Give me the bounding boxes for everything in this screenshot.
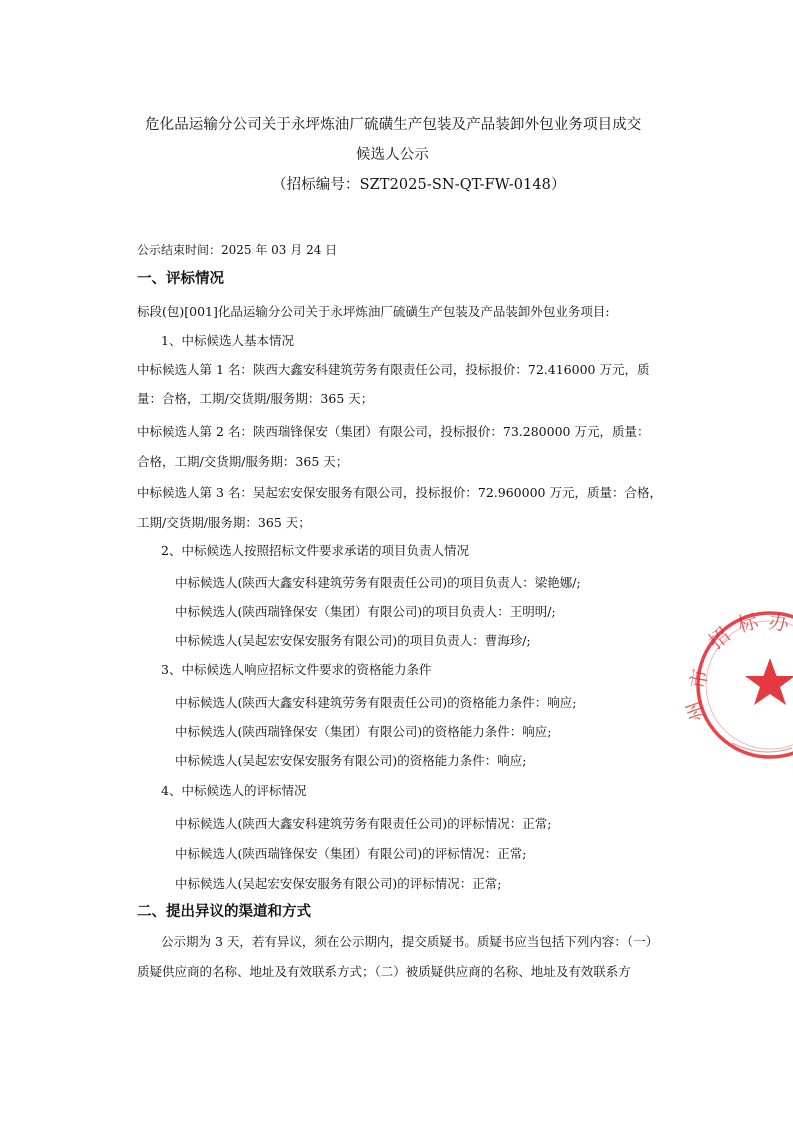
- project-manager-item: 中标候选人(吴起宏安保安服务有限公司)的项目负责人：曹海珍/;: [175, 633, 531, 648]
- svg-text:招: 招: [703, 622, 735, 654]
- objection-paragraph-line1: 公示期为 3 天，若有异议，须在公示期内，提交质疑书。质疑书应当包括下列内容：（一）: [161, 934, 659, 949]
- svg-text:州: 州: [681, 697, 711, 725]
- candidate3-line1: 中标候选人第 3 名：吴起宏安保安服务有限公司，投标报价：72.960000 万元，质量：合格，: [137, 485, 662, 500]
- sub2-heading: 2、中标候选人按照招标文件要求承诺的项目负责人情况: [161, 543, 469, 558]
- svg-text:市: 市: [685, 667, 713, 691]
- announcement-end-time: 公示结束时间：2025 年 03 月 24 日: [137, 243, 338, 257]
- lot-description: 标段(包)[001]化品运输分公司关于永坪炼油厂硫磺生产包装及产品装卸外包业务项目:: [137, 304, 610, 319]
- sub3-heading: 3、中标候选人响应招标文件要求的资格能力条件: [161, 662, 432, 677]
- evaluation-item: 中标候选人(吴起宏安保安服务有限公司)的评标情况：正常;: [175, 876, 502, 891]
- candidate2-line2: 合格，工期/交货期/服务期：365 天；: [137, 454, 349, 469]
- official-seal: [681, 608, 793, 762]
- candidate1-line1: 中标候选人第 1 名：陕西大鑫安科建筑劳务有限责任公司，投标报价：72.416000 万元，质: [137, 362, 650, 377]
- candidate1-line2: 量：合格，工期/交货期/服务期：365 天；: [137, 391, 374, 406]
- section1-heading: 一、评标情况: [137, 271, 224, 287]
- project-manager-item: 中标候选人(陕西大鑫安科建筑劳务有限责任公司)的项目负责人：梁艳娜/;: [175, 575, 581, 590]
- document-title-line2: 候选人公示: [356, 147, 429, 163]
- evaluation-item: 中标候选人(陕西大鑫安科建筑劳务有限责任公司)的评标情况：正常;: [175, 816, 552, 831]
- svg-text:标: 标: [735, 608, 761, 637]
- document-title-line1: 危化品运输分公司关于永坪炼油厂硫磺生产包装及产品装卸外包业务项目成交: [145, 117, 642, 133]
- qualification-item: 中标候选人(陕西瑞锋保安（集团）有限公司)的资格能力条件：响应;: [175, 724, 552, 739]
- seal-graphic: [681, 608, 793, 762]
- qualification-item: 中标候选人(吴起宏安保安服务有限公司)的资格能力条件：响应;: [175, 753, 527, 768]
- qualification-item: 中标候选人(陕西大鑫安科建筑劳务有限责任公司)的资格能力条件：响应;: [175, 695, 577, 710]
- candidate3-line2: 工期/交货期/服务期：365 天；: [137, 515, 311, 530]
- svg-text:办: 办: [767, 609, 791, 636]
- project-manager-item: 中标候选人(陕西瑞锋保安（集团）有限公司)的项目负责人：王明明/;: [175, 604, 556, 619]
- evaluation-item: 中标候选人(陕西瑞锋保安（集团）有限公司)的评标情况：正常;: [175, 846, 527, 861]
- tender-number: （招标编号：SZT2025-SN-QT-FW-0148）: [272, 177, 566, 193]
- sub4-heading: 4、中标候选人的评标情况: [161, 783, 307, 798]
- candidate2-line1: 中标候选人第 2 名：陕西瑞锋保安（集团）有限公司，投标报价：73.280000 万元，质量：: [137, 424, 650, 439]
- objection-paragraph-line2: 质疑供应商的名称、地址及有效联系方式；（二）被质疑供应商的名称、地址及有效联系方: [137, 964, 631, 979]
- section2-heading: 二、提出异议的渠道和方式: [137, 904, 311, 920]
- sub1-heading: 1、中标候选人基本情况: [161, 333, 294, 348]
